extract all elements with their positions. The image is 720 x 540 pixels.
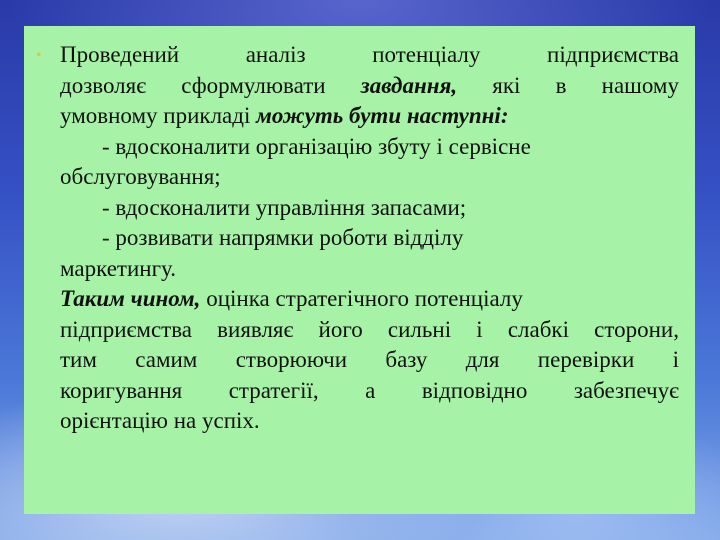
task-item-1-line-1: - вдосконалити організацію збуту і сервісне — [102, 133, 531, 159]
conclusion-line-2: підприємства виявляє його сильні і слабкі сторони, — [60, 316, 679, 342]
task-item-3-line-2: маркетингу. — [60, 255, 176, 281]
conclusion-lead: Таким чином, — [60, 286, 201, 311]
intro-emphasis-next: можуть бути наступні: — [256, 103, 509, 128]
intro-text: які в нашому — [457, 72, 679, 98]
intro-text: дозволяє сформулювати — [60, 72, 361, 98]
conclusion-line-5: орієнтацію на успіх. — [60, 408, 260, 433]
bullet-marker: • — [36, 47, 42, 64]
content-panel — [24, 26, 695, 514]
conclusion-line-1 — [60, 284, 679, 315]
conclusion-line-4: коригування стратегії, а відповідно забезпечує — [60, 377, 679, 403]
conclusion-paragraph — [60, 284, 679, 437]
task-item-1-line-2: обслуговування; — [60, 164, 221, 189]
intro-paragraph — [60, 40, 679, 132]
conclusion-text: оцінка стратегічного потенціалу — [200, 286, 523, 311]
task-item-2: - вдосконалити управління запасами; — [102, 194, 467, 220]
intro-emphasis-tasks: завдання, — [360, 72, 458, 98]
conclusion-line-3: тим самим створюючи базу для перевірки і — [60, 347, 679, 372]
task-item-3-line-1: - розвивати напрямки роботи відділу — [102, 225, 464, 250]
intro-line-2 — [60, 71, 679, 102]
intro-line-1: Проведений аналіз потенціалу підприємства — [60, 42, 679, 67]
intro-line-3 — [60, 101, 679, 132]
task-list — [60, 132, 679, 285]
intro-text: умовному прикладі — [60, 103, 257, 128]
